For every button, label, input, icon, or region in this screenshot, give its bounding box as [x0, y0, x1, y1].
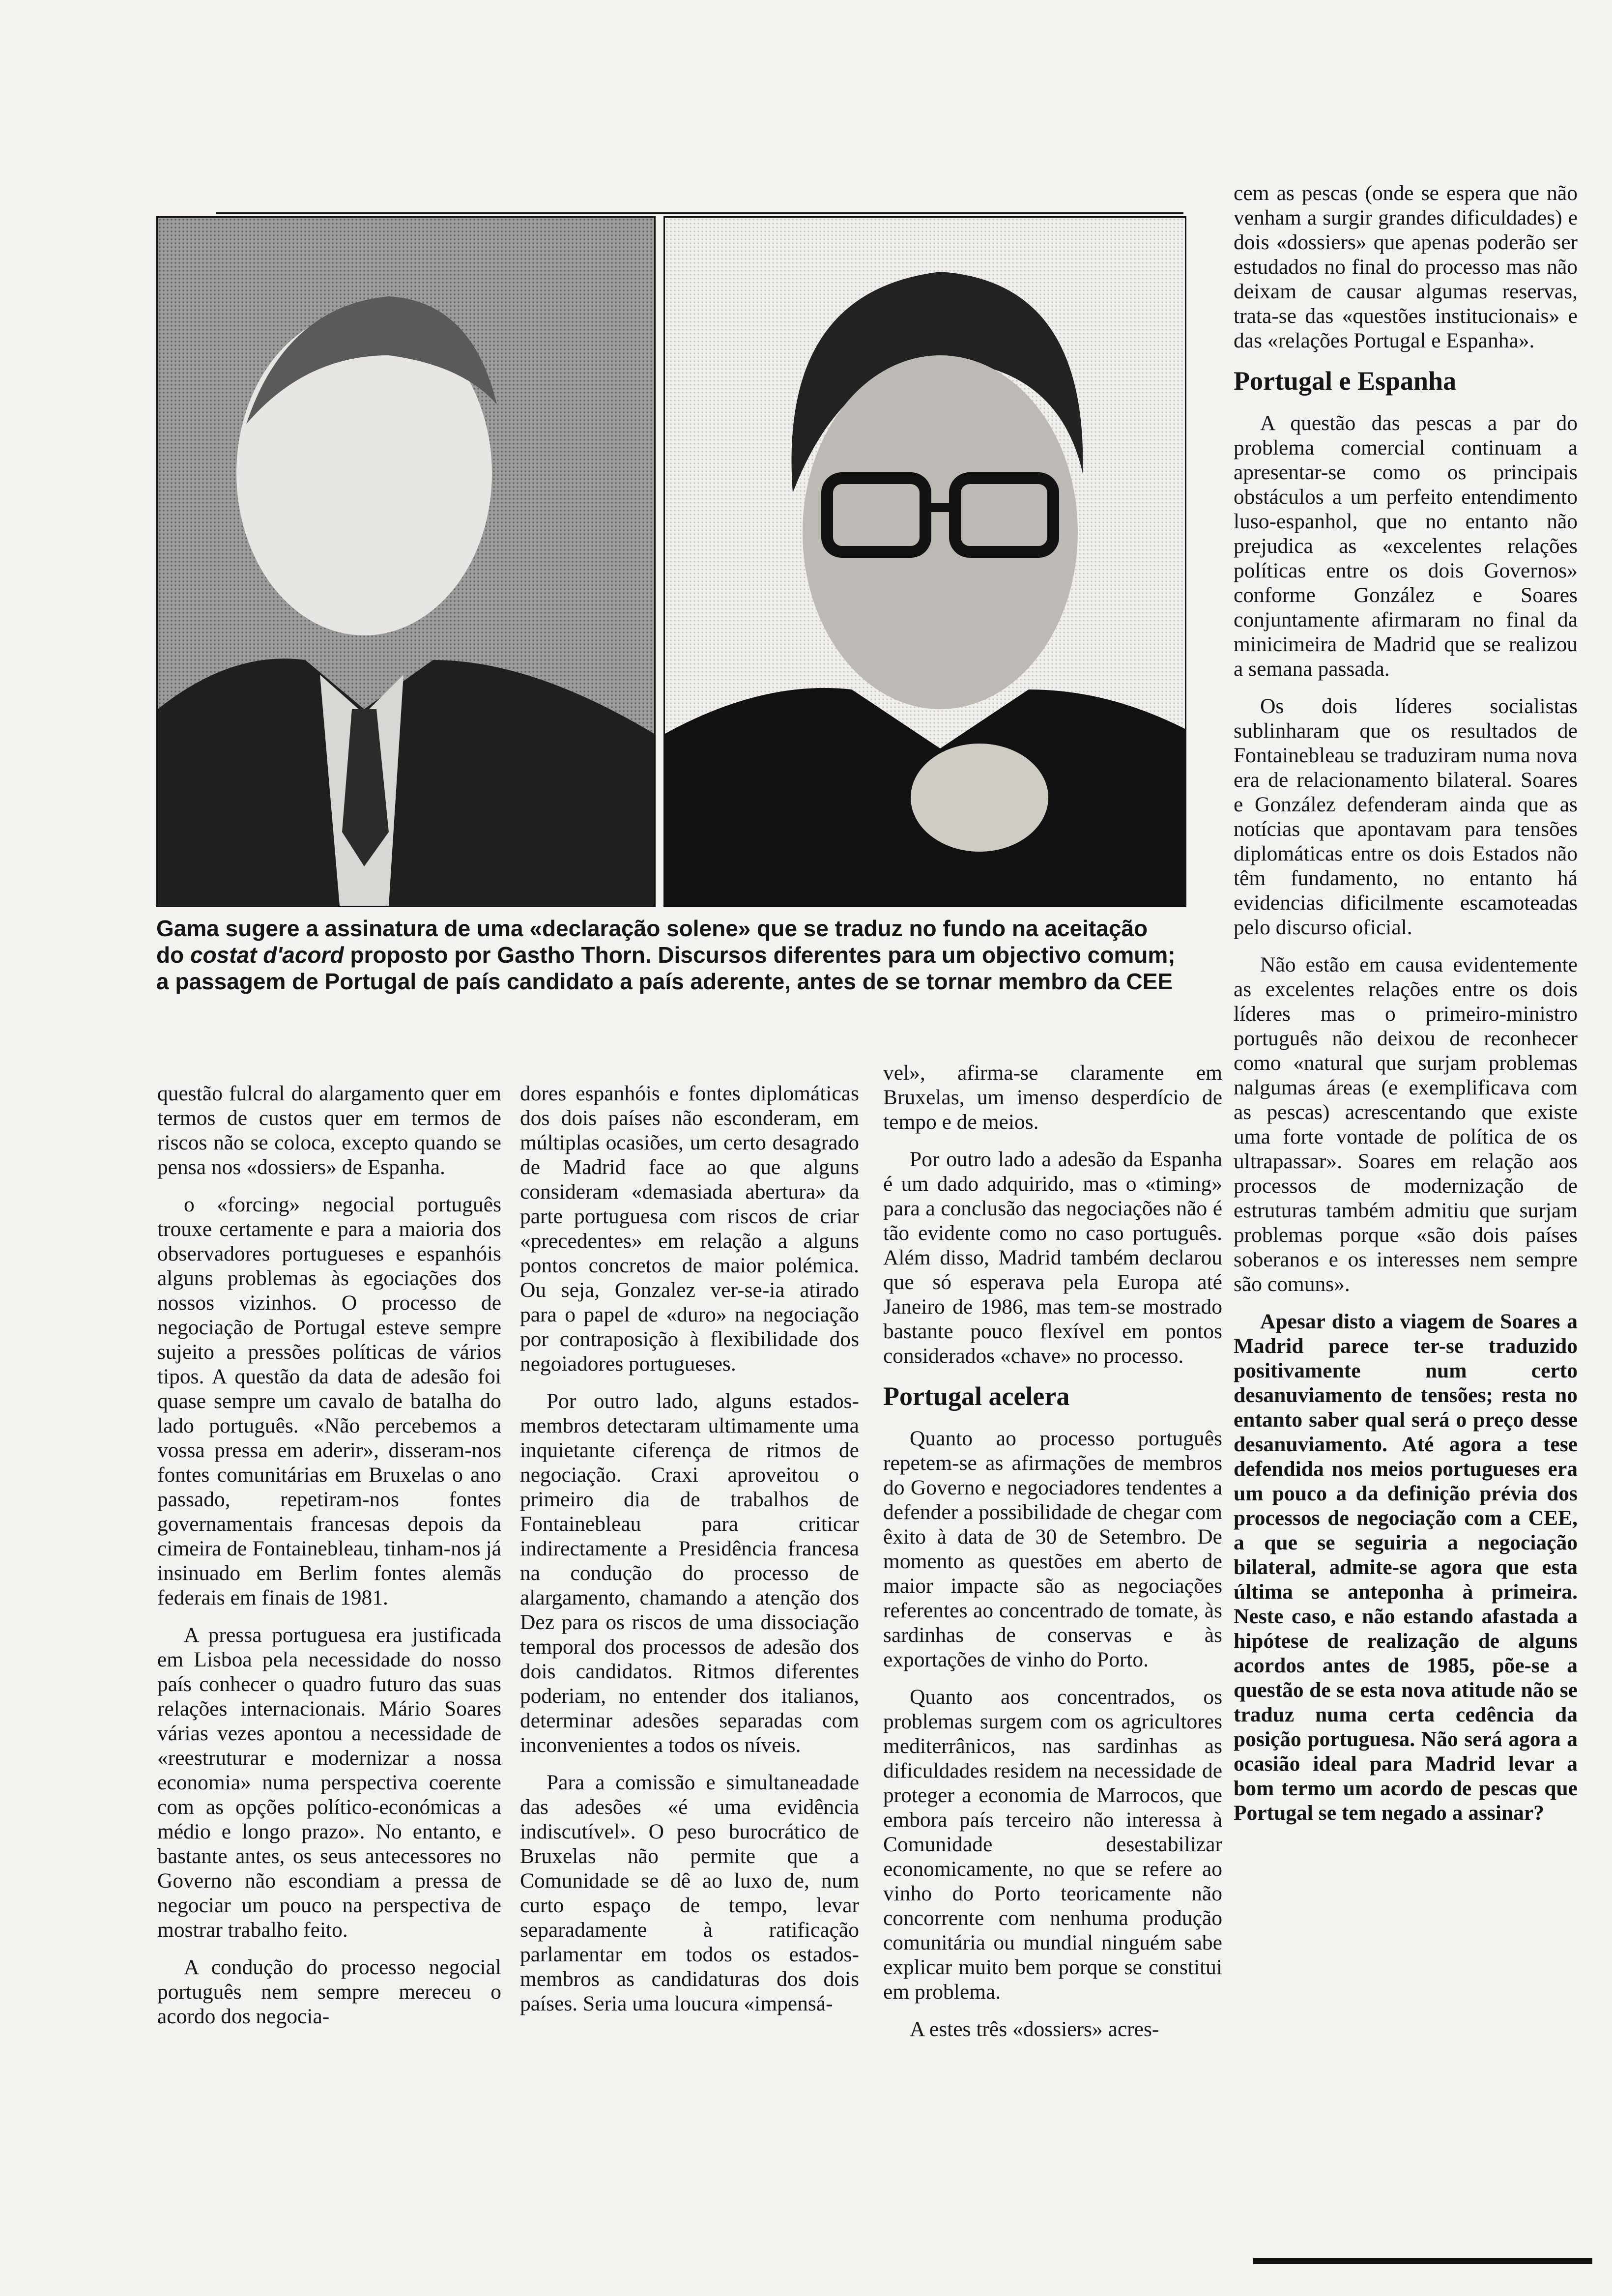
caption-line-3: a passagem de Portugal de país candidato a país aderente, antes de se tornar membro da CEE [156, 969, 1173, 994]
paragraph: Por outro lado, alguns estados-membros detectaram ultimamente uma inquietante ciferença de ritmos de negociação. Craxi aproveitou o primeiro dia de trabalhos de Fontainebleau para criticar indirectamente a Presidência francesa na condução do processo de alargamento, chamando a atenção dos Dez para os riscos de uma dissociação temporal dos processos de adesão dos dois candidatos. Ritmos diferentes poderiam, no entender dos italianos, determinar adesões separadas com inconvenientes a todos os níveis. [520, 1389, 859, 1757]
paragraph: Para a comissão e simultaneadade das adesões «é uma evidência indiscutível». O peso burocrático de Bruxelas não permite que a Comunidade se dê ao luxo de, num curto espaço de tempo, levar separadamente à ratificação parlamentar em todos os estados-membros as candidaturas dos dois países. Seria uma loucura «impensá- [520, 1771, 859, 2015]
caption-italic-term: costat d'acord [190, 942, 344, 968]
caption-line-2-rest: proposto por Gastho Thorn. Discursos diferentes para um objectivo comum; [344, 942, 1176, 968]
top-rule [216, 212, 1183, 214]
paragraph: dores espanhóis e fontes diplomáticas dos dois países não esconderam, em múltiplas ocasiões, um certo desagrado de Madrid face ao que alguns consideram «demasiada abertura» da parte portuguesa com riscos de criar «precedentes» em relação a alguns pontos concretos de maior polémica. Ou seja, Gonzalez ver-se-ia atirado para o papel de «duro» na negociação por contraposição à flexibilidade dos negoiadores portugueses. [520, 1082, 859, 1376]
bottom-rule [1253, 2258, 1592, 2264]
portrait-photo-right [663, 216, 1186, 907]
paragraph: Por outro lado a adesão da Espanha é um dado adquirido, mas o «timing» para a conclusão das negociações não é tão evidente como no caso português. Além disso, Madrid também declarou que só esperava pela Europa até Janeiro de 1986, mas tem-se mostrado bastante pouco flexível em pontos considerados «chave» no processo. [883, 1148, 1222, 1368]
paragraph: A questão das pescas a par do problema comercial continuam a apresentar-se como os principais obstáculos a um perfeito entendimento luso-espanhol, que no entanto não prejudica as «excelentes relações políticas entre os dois Governos» conforme González e Soares conjuntamente afirmaram no final da minicimeira de Madrid que se realizou a semana passada. [1234, 411, 1578, 681]
paragraph: Os dois líderes socialistas sublinharam que os resultados de Fontainebleau se traduziram numa nova era de relacionamento bilateral. Soares e González defenderam ainda que as notícias que apontavam para tensões diplomáticas entre os dois Estados não têm fundamento, no entanto há evidencias dificilmente escamoteadas pelo discurso oficial. [1234, 694, 1578, 939]
article-column-1 [157, 1081, 501, 2041]
paragraph: cem as pescas (onde se espera que não venham a surgir grandes dificuldades) e dois «dossiers» que apenas poderão ser estudados no final do processo mas não deixam de causar algumas reservas, trata-se das «questões institucionais» e das «relações Portugal e Espanha». [1234, 181, 1578, 352]
caption-line-2 [156, 942, 1213, 968]
paragraph: o «forcing» negocial português trouxe certamente e para a maioria dos observadores portugueses e espanhóis alguns problemas às egociações dos nossos vizinhos. O processo de negociação de Portugal esteve sempre sujeito a pressões políticas de vários tipos. A questão da data de adesão foi quase sempre um cavalo de batalha do lado português. «Não percebemos a vossa pressa em aderir», disseram-nos fontes comunitárias em Bruxelas o ano passado, repetiram-nos fontes governamentais francesas depois da cimeira de Fontainebleau, tinham-nos já insinuado em Berlim fontes alemãs federais em finais de 1981. [157, 1193, 501, 1609]
photo-caption [156, 915, 1213, 995]
paragraph: Não estão em causa evidentemente as excelentes relações entre os dois líderes mas o primeiro-ministro português não deixou de reconhecer como «natural que surjam problemas nalgumas áreas (e exemplificava com as pescas) acrescentando que existe uma forte vontade de política de os ultrapassar». Soares em relação aos processos de modernização de estruturas também admitiu que surjam problemas porque «são dois países soberanos e os interesses nem sempre são comuns». [1234, 953, 1578, 1296]
portrait-photo-left [156, 216, 656, 907]
paragraph: questão fulcral do alargamento quer em termos de custos quer em termos de riscos não se coloca, excepto quando se pensa nos «dossiers» de Espanha. [157, 1082, 501, 1179]
paragraph: A estes três «dossiers» acres- [910, 2017, 1159, 2041]
article-column-4 [1234, 181, 1578, 1838]
portrait-left-image [158, 218, 654, 906]
caption-line-1: Gama sugere a assinatura de uma «declaração solene» que se traduz no fundo na aceitação [156, 916, 1148, 941]
paragraph: vel», afirma-se claramente em Bruxelas, um imenso desperdício de tempo e de meios. [883, 1061, 1222, 1134]
paragraph: A pressa portuguesa era justificada em Lisboa pela necessidade do nosso país conhecer o quadro futuro das suas relações internacionais. Mário Soares várias vezes apontou a necessidade de «reestruturar e modernizar a nossa economia» numa perspectiva coerente com as opções político-económicas a médio e longo prazo». No entanto, e bastante antes, os seus antecessores no Governo não escondiam a pressa de negociar um pouco na perspectiva de mostrar trabalho feito. [157, 1623, 501, 1942]
section-heading: Portugal e Espanha [1234, 366, 1457, 396]
article-column-3 [883, 1061, 1222, 2054]
article-column-2 [520, 1081, 859, 2029]
paragraph: Apesar disto a viagem de Soares a Madrid parece ter-se traduzido positivamente num certo desanuviamento de tensões; resta no entanto saber qual será o preço desse desanuviamento. Até agora a tese defendida nos meios portugueses era um pouco a da definição prévia dos processos de negociação com a CEE, a que se seguiria a negociação bilateral, admite-se agora que esta última se anteponha à primeira. Neste caso, e não estando afastada a hipótese de realização de alguns acordos antes de 1985, põe-se a questão de se esta nova atitude não se traduz numa certa cedência da posição portuguesa. Não será agora a ocasião ideal para Madrid levar a bom termo um acordo de pescas que Portugal se tem negado a assinar? [1234, 1310, 1578, 1825]
paragraph: Quanto aos concentrados, os problemas surgem com os agricultores mediterrânicos, nas sardinhas as dificuldades residem na necessidade de proteger a economia de Marrocos, que embora país terceiro não interessa à Comunidade desestabilizar economicamente, no que se refere ao vinho do Porto teoricamente não concorrente com nenhuma produção comunitária ou mundial ninguém sabe explicar muito bem porque se constitui em problema. [883, 1685, 1222, 2004]
section-heading: Portugal acelera [883, 1381, 1070, 1411]
caption-line-2-prefix: do [156, 942, 190, 968]
portrait-right-image [665, 218, 1185, 906]
paragraph: A condução do processo negocial português nem sempre mereceu o acordo dos negocia- [157, 1955, 501, 2028]
paragraph: Quanto ao processo português repetem-se as afirmações de membros do Governo e negociadores tendentes a defender a possibilidade de chegar com êxito à data de 30 de Setembro. De momento as questões em aberto de maior impacte são as negociações referentes ao concentrado de tomate, às sardinhas de conservas e às exportações de vinho do Porto. [883, 1427, 1222, 1671]
